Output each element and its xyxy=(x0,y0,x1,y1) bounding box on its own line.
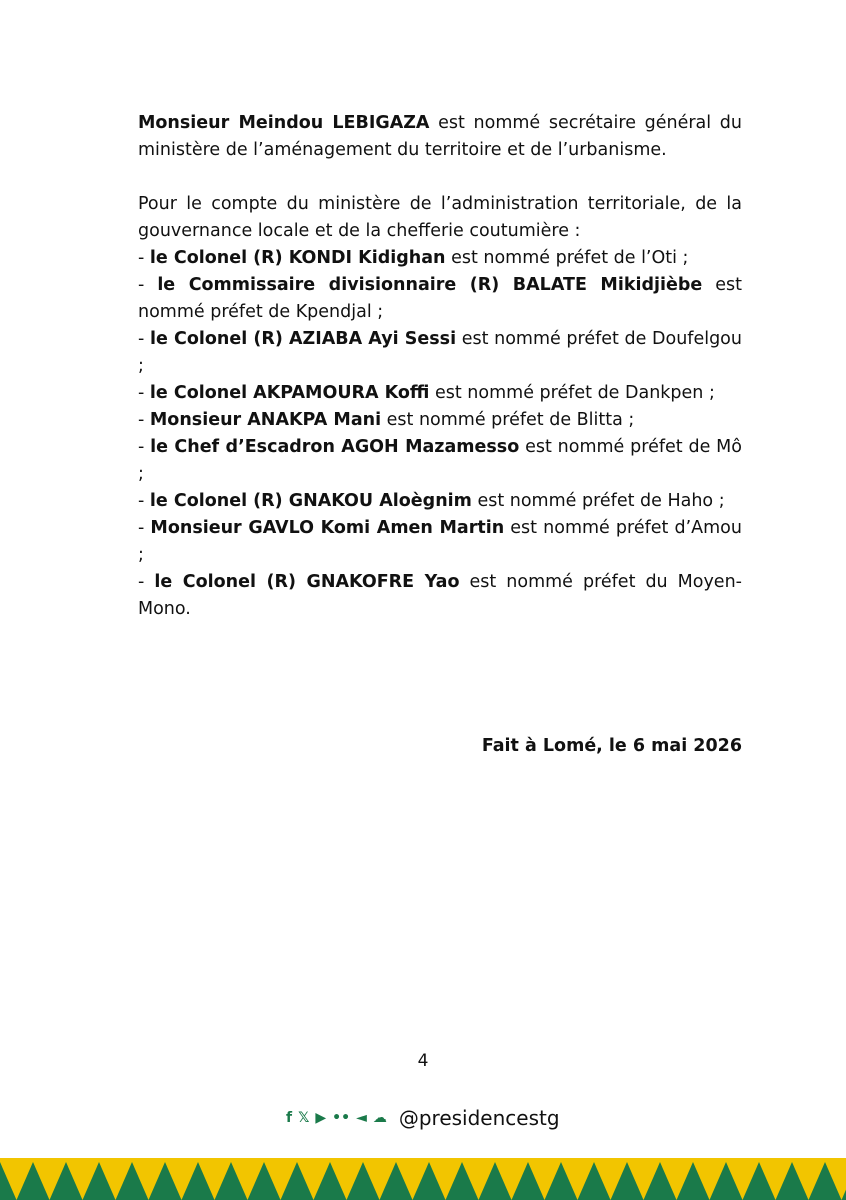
item-dash: - xyxy=(138,275,158,295)
list-item xyxy=(138,434,742,488)
item-name: le Colonel (R) AZIABA Ayi Sessi xyxy=(149,329,457,349)
item-text: est nommé préfet de Doufelgou ; xyxy=(138,329,742,376)
item-text: est nommé préfet de Kpendjal ; xyxy=(138,275,742,322)
intro-paragraph xyxy=(138,110,742,164)
item-dash: - xyxy=(138,329,150,349)
zigzag-banner xyxy=(0,1158,846,1200)
social-handle[interactable]: @presidencestg xyxy=(398,1106,560,1130)
item-dash: - xyxy=(138,383,150,403)
item-text: est nommé préfet de l’Oti ; xyxy=(445,248,689,268)
facebook-icon[interactable]: f xyxy=(286,1110,293,1126)
document-body xyxy=(138,110,742,623)
item-dash: - xyxy=(138,518,151,538)
telegram-icon[interactable]: ◄ xyxy=(356,1110,367,1126)
soundcloud-icon[interactable]: ☁ xyxy=(372,1110,387,1126)
youtube-icon[interactable]: ▶ xyxy=(315,1110,327,1126)
item-text: est nommé préfet d’Amou ; xyxy=(138,518,742,565)
flickr-icon[interactable]: •• xyxy=(332,1110,351,1126)
list-item xyxy=(138,488,742,515)
intro-text: est nommé secrétaire général du ministère de l’aménagement du territoire et de l’urbanisme. xyxy=(138,113,742,160)
item-dash: - xyxy=(138,572,155,592)
appointment-list xyxy=(138,245,742,623)
item-name: le Commissaire divisionnaire (R) BALATE Mikidjièbe xyxy=(157,275,703,295)
item-dash: - xyxy=(138,410,150,430)
item-text: est nommé préfet de Mô ; xyxy=(138,437,742,484)
item-text: est nommé préfet de Haho ; xyxy=(471,491,725,511)
signature-line: Fait à Lomé, le 6 mai 2026 xyxy=(481,736,742,756)
item-text: est nommé préfet du Moyen-Mono. xyxy=(138,572,742,619)
item-name: le Colonel (R) GNAKOU Aloègnim xyxy=(149,491,472,511)
list-item xyxy=(138,272,742,326)
list-item xyxy=(138,515,742,569)
list-item xyxy=(138,569,742,623)
list-item xyxy=(138,380,742,407)
social-footer xyxy=(286,1104,560,1132)
list-item xyxy=(138,407,742,434)
item-text: est nommé préfet de Dankpen ; xyxy=(429,383,715,403)
paragraph-gap xyxy=(138,164,742,191)
item-name: Monsieur GAVLO Komi Amen Martin xyxy=(150,518,505,538)
item-dash: - xyxy=(138,248,150,268)
section-intro: Pour le compte du ministère de l’administration territoriale, de la gouvernance locale et de la chefferie coutumière : xyxy=(138,194,742,241)
intro-name: Monsieur Meindou LEBIGAZA xyxy=(138,113,430,133)
item-text: est nommé préfet de Blitta ; xyxy=(381,410,635,430)
list-item xyxy=(138,245,742,272)
x-icon[interactable]: 𝕏 xyxy=(298,1110,310,1126)
item-name: le Colonel (R) KONDI Kidighan xyxy=(149,248,446,268)
item-name: le Chef d’Escadron AGOH Mazamesso xyxy=(150,437,520,457)
item-name: Monsieur ANAKPA Mani xyxy=(149,410,382,430)
item-name: le Colonel AKPAMOURA Koffi xyxy=(149,383,430,403)
item-name: le Colonel (R) GNAKOFRE Yao xyxy=(154,572,460,592)
list-item xyxy=(138,326,742,380)
page-number: 4 xyxy=(417,1051,429,1071)
item-dash: - xyxy=(138,491,150,511)
item-dash: - xyxy=(138,437,151,457)
